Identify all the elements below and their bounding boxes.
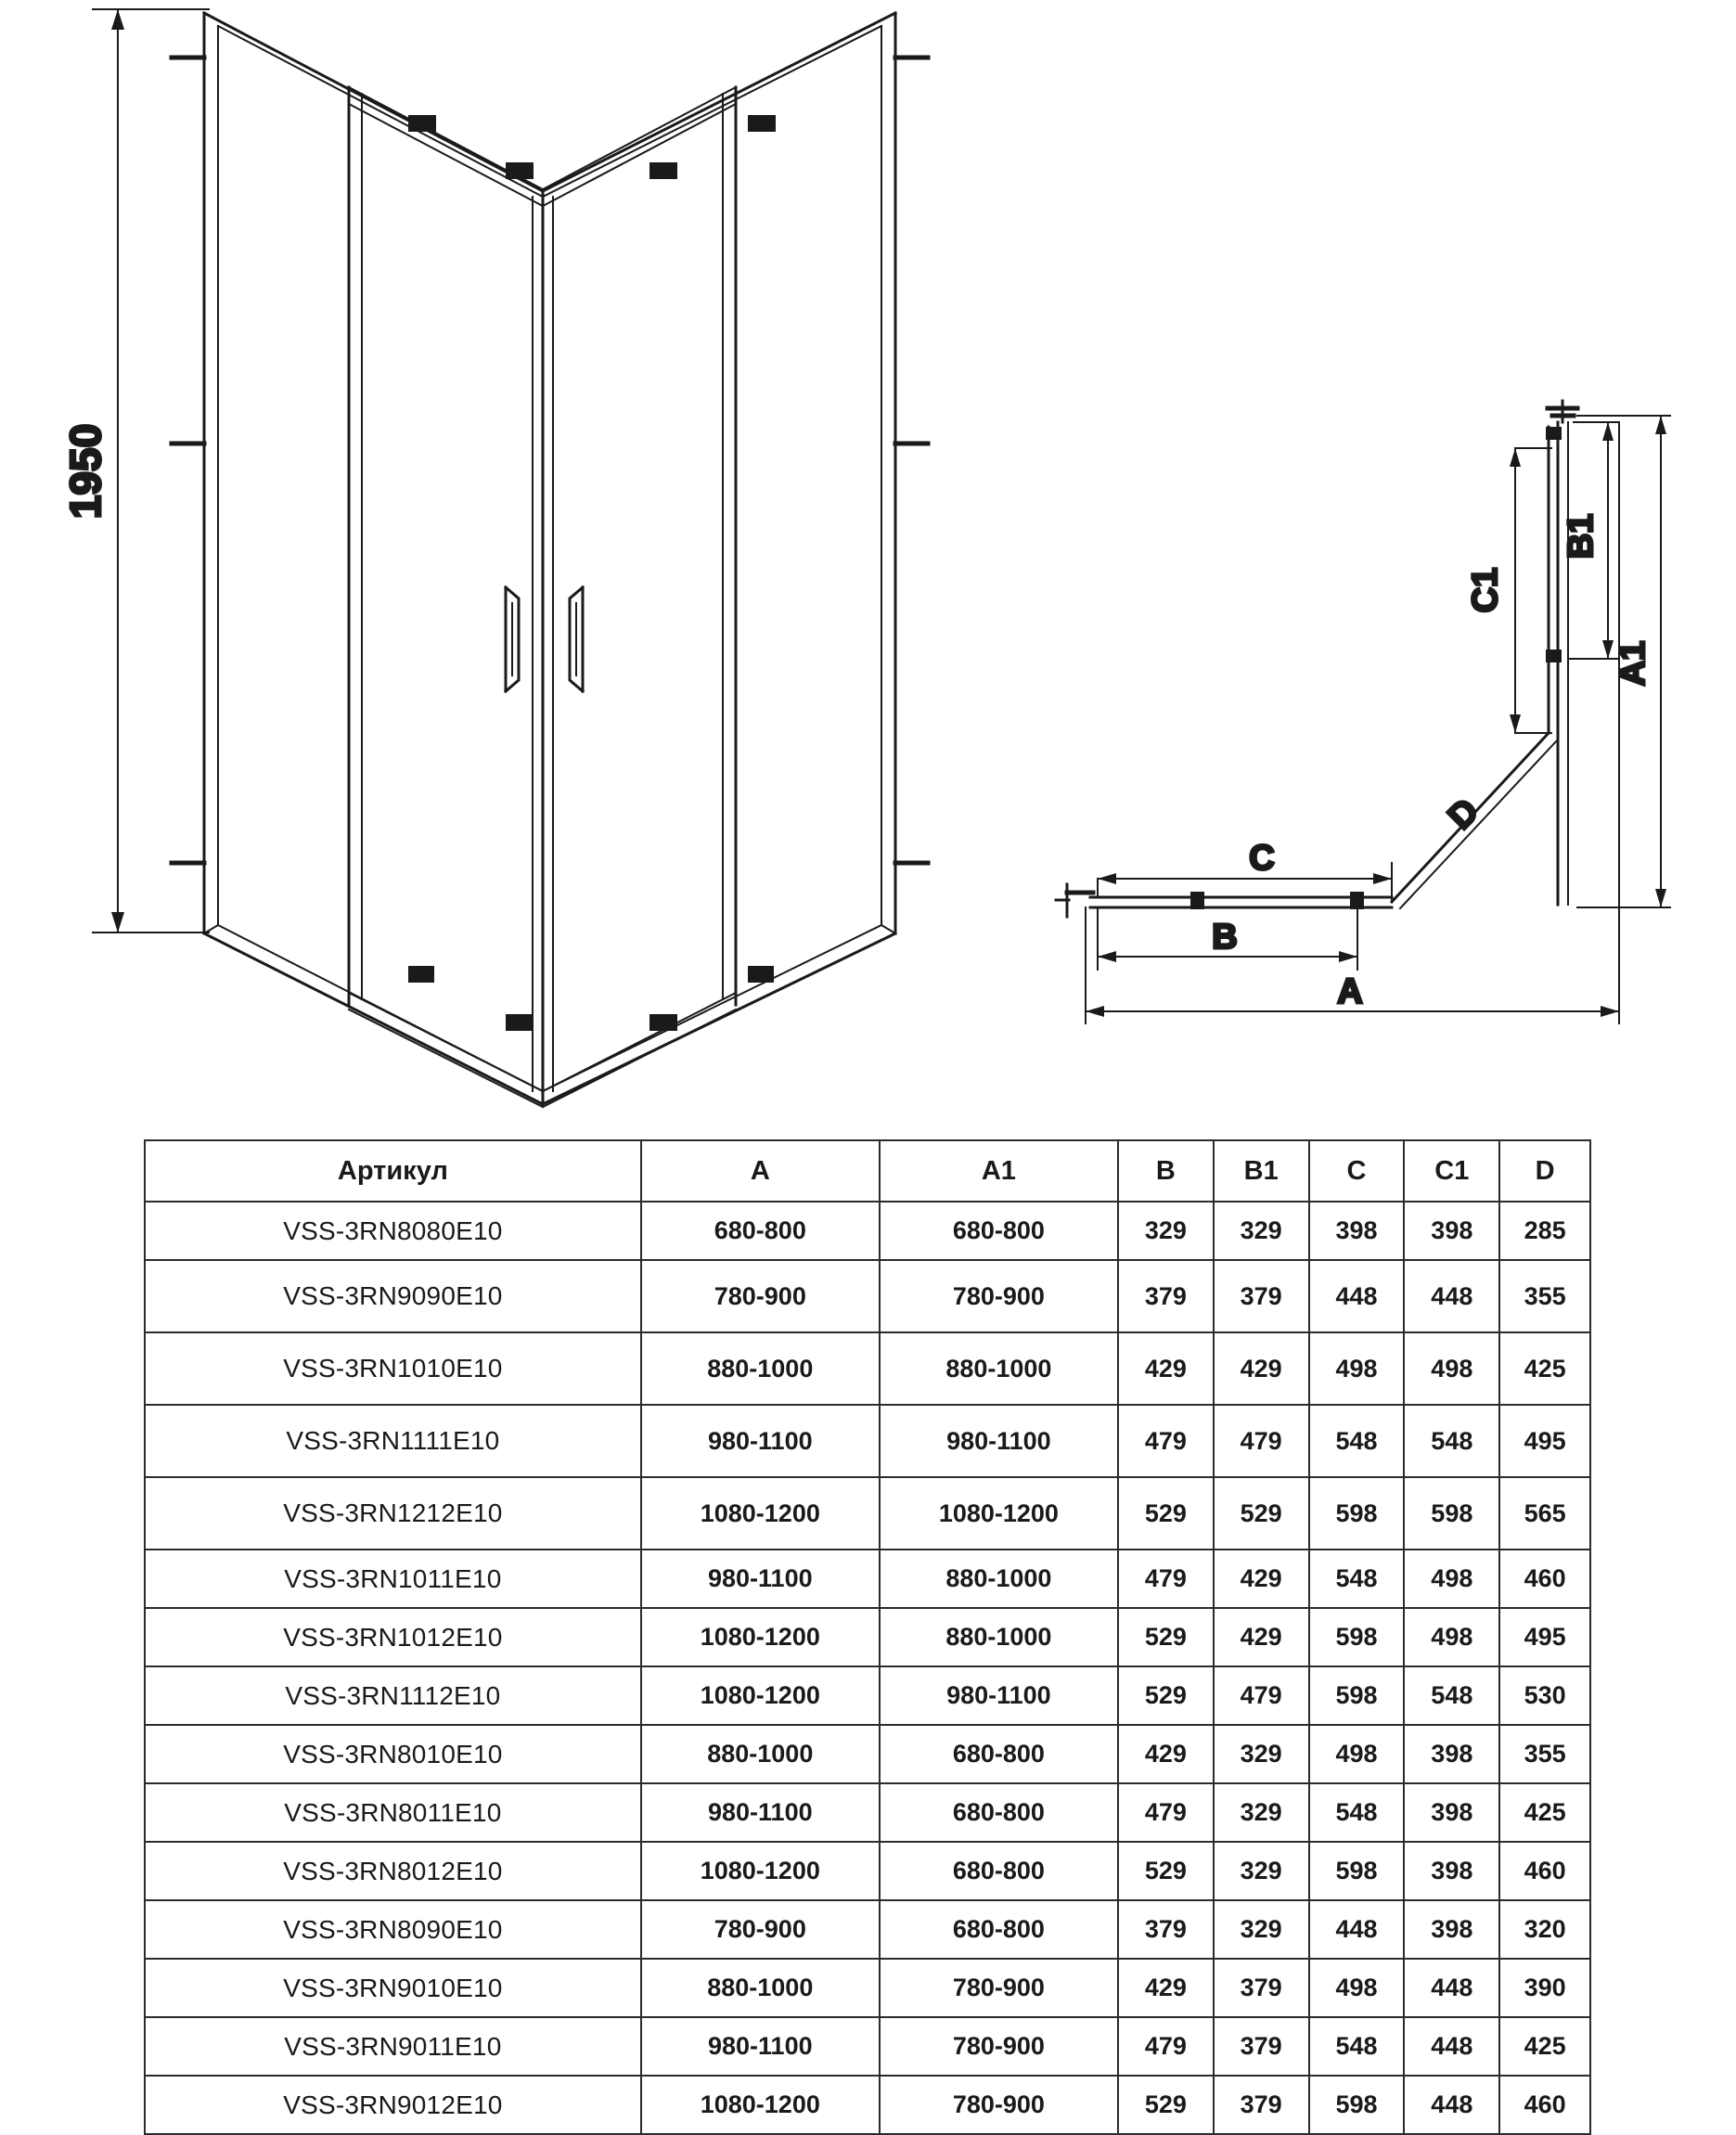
cell-a1: 680-800 (880, 1202, 1118, 1260)
cell-a1: 980-1100 (880, 1405, 1118, 1477)
dim-C (1098, 863, 1392, 900)
cell-c1: 448 (1404, 2017, 1499, 2076)
cell-a1: 980-1100 (880, 1666, 1118, 1725)
cell-a1: 780-900 (880, 1260, 1118, 1332)
cell-b: 529 (1118, 1842, 1214, 1900)
cell-c1: 448 (1404, 2076, 1499, 2134)
cell-d: 425 (1499, 2017, 1590, 2076)
col-header-b: B (1118, 1140, 1214, 1202)
table-row (145, 2076, 1590, 2134)
cell-c1: 498 (1404, 1608, 1499, 1666)
cell-d: 390 (1499, 1959, 1590, 2017)
cell-d: 425 (1499, 1332, 1590, 1405)
cell-a: 880-1000 (641, 1725, 880, 1783)
cell-a: 1080-1200 (641, 1477, 880, 1550)
cell-a1: 680-800 (880, 1900, 1118, 1959)
cell-b1: 429 (1214, 1608, 1309, 1666)
cell-d: 495 (1499, 1405, 1590, 1477)
cell-a: 780-900 (641, 1260, 880, 1332)
cell-a: 1080-1200 (641, 1608, 880, 1666)
cell-article: VSS-3RN9090E10 (145, 1260, 641, 1332)
cell-a: 980-1100 (641, 2017, 880, 2076)
cell-b: 479 (1118, 1405, 1214, 1477)
table-row (145, 1959, 1590, 2017)
handle-left (506, 587, 519, 691)
col-header-c1: C1 (1404, 1140, 1499, 1202)
label-B1: B1 (1562, 513, 1601, 559)
cell-a: 1080-1200 (641, 2076, 880, 2134)
cell-a: 1080-1200 (641, 1842, 880, 1900)
cell-c: 448 (1309, 1900, 1405, 1959)
cell-b: 429 (1118, 1959, 1214, 2017)
cell-article: VSS-3RN1112E10 (145, 1666, 641, 1725)
table-row (145, 1332, 1590, 1405)
cell-article: VSS-3RN1012E10 (145, 1608, 641, 1666)
cell-b1: 479 (1214, 1405, 1309, 1477)
cell-article: VSS-3RN1010E10 (145, 1332, 641, 1405)
col-header-b1: B1 (1214, 1140, 1309, 1202)
cell-c: 598 (1309, 1608, 1405, 1666)
table-header-row (145, 1140, 1590, 1202)
cell-a: 980-1100 (641, 1550, 880, 1608)
plan-view (1056, 401, 1670, 1023)
cell-article: VSS-3RN8090E10 (145, 1900, 641, 1959)
cell-c: 448 (1309, 1260, 1405, 1332)
cell-b1: 329 (1214, 1900, 1309, 1959)
cell-a: 1080-1200 (641, 1666, 880, 1725)
handle-right (570, 587, 583, 691)
cell-d: 355 (1499, 1725, 1590, 1783)
cell-a: 880-1000 (641, 1332, 880, 1405)
label-C: C (1249, 839, 1275, 878)
front-view (61, 9, 928, 1107)
cell-b1: 479 (1214, 1666, 1309, 1725)
cell-b: 379 (1118, 1900, 1214, 1959)
cell-c1: 548 (1404, 1405, 1499, 1477)
cell-c: 598 (1309, 1666, 1405, 1725)
cell-a: 680-800 (641, 1202, 880, 1260)
cell-article: VSS-3RN9012E10 (145, 2076, 641, 2134)
cell-a1: 680-800 (880, 1842, 1118, 1900)
table-row (145, 1725, 1590, 1783)
cell-article: VSS-3RN1011E10 (145, 1550, 641, 1608)
cell-b: 479 (1118, 2017, 1214, 2076)
cell-d: 425 (1499, 1783, 1590, 1842)
cell-c: 548 (1309, 1783, 1405, 1842)
cell-b1: 329 (1214, 1783, 1309, 1842)
cell-c1: 498 (1404, 1550, 1499, 1608)
cell-a1: 780-900 (880, 2017, 1118, 2076)
cell-b1: 379 (1214, 1260, 1309, 1332)
cell-a1: 780-900 (880, 1959, 1118, 2017)
cell-a: 980-1100 (641, 1783, 880, 1842)
table-row (145, 1550, 1590, 1608)
cell-c: 598 (1309, 1842, 1405, 1900)
cell-c: 498 (1309, 1725, 1405, 1783)
cell-c1: 448 (1404, 1959, 1499, 2017)
cell-b: 479 (1118, 1783, 1214, 1842)
height-dimension (93, 9, 209, 932)
cell-article: VSS-3RN1212E10 (145, 1477, 641, 1550)
cell-a1: 1080-1200 (880, 1477, 1118, 1550)
cell-article: VSS-3RN8012E10 (145, 1842, 641, 1900)
cell-c1: 498 (1404, 1332, 1499, 1405)
cell-b: 429 (1118, 1332, 1214, 1405)
cell-b: 529 (1118, 1608, 1214, 1666)
cell-c: 498 (1309, 1332, 1405, 1405)
cell-d: 530 (1499, 1666, 1590, 1725)
col-header-a: A (641, 1140, 880, 1202)
label-A: A (1337, 972, 1363, 1011)
cell-b1: 529 (1214, 1477, 1309, 1550)
cell-d: 565 (1499, 1477, 1590, 1550)
cell-b: 529 (1118, 2076, 1214, 2134)
table-row (145, 1405, 1590, 1477)
cell-c1: 548 (1404, 1666, 1499, 1725)
table-row (145, 1900, 1590, 1959)
cell-d: 495 (1499, 1608, 1590, 1666)
cell-b1: 329 (1214, 1202, 1309, 1260)
cell-a: 980-1100 (641, 1405, 880, 1477)
cell-c: 398 (1309, 1202, 1405, 1260)
cell-b: 529 (1118, 1477, 1214, 1550)
specification-table-wrapper (144, 1139, 1591, 2135)
cell-b: 329 (1118, 1202, 1214, 1260)
cell-a: 780-900 (641, 1900, 880, 1959)
cell-d: 460 (1499, 2076, 1590, 2134)
label-B: B (1212, 918, 1238, 957)
cell-b: 379 (1118, 1260, 1214, 1332)
cell-c1: 598 (1404, 1477, 1499, 1550)
cell-article: VSS-3RN9011E10 (145, 2017, 641, 2076)
label-C1: C1 (1466, 567, 1505, 613)
cell-c: 548 (1309, 1405, 1405, 1477)
cell-b1: 429 (1214, 1332, 1309, 1405)
cell-a1: 880-1000 (880, 1608, 1118, 1666)
cell-c1: 398 (1404, 1725, 1499, 1783)
cell-a1: 780-900 (880, 2076, 1118, 2134)
col-header-a1: A1 (880, 1140, 1118, 1202)
cell-d: 285 (1499, 1202, 1590, 1260)
cell-c: 598 (1309, 1477, 1405, 1550)
cell-c: 548 (1309, 2017, 1405, 2076)
table-row (145, 1260, 1590, 1332)
cell-b: 479 (1118, 1550, 1214, 1608)
cell-c: 548 (1309, 1550, 1405, 1608)
cell-a1: 880-1000 (880, 1550, 1118, 1608)
cell-c1: 398 (1404, 1202, 1499, 1260)
label-D: D (1440, 791, 1487, 838)
cell-c1: 448 (1404, 1260, 1499, 1332)
table-row (145, 1608, 1590, 1666)
cell-b1: 429 (1214, 1550, 1309, 1608)
cell-article: VSS-3RN9010E10 (145, 1959, 641, 2017)
cell-article: VSS-3RN8010E10 (145, 1725, 641, 1783)
cell-d: 355 (1499, 1260, 1590, 1332)
cell-article: VSS-3RN1111E10 (145, 1405, 641, 1477)
specification-table (144, 1139, 1591, 2135)
dim-C1 (1510, 448, 1551, 733)
table-row (145, 1202, 1590, 1260)
table-row (145, 1666, 1590, 1725)
cell-a1: 680-800 (880, 1783, 1118, 1842)
cell-b1: 379 (1214, 2017, 1309, 2076)
cell-b1: 329 (1214, 1842, 1309, 1900)
cell-a1: 680-800 (880, 1725, 1118, 1783)
cell-c1: 398 (1404, 1900, 1499, 1959)
cell-article: VSS-3RN8011E10 (145, 1783, 641, 1842)
label-A1: A1 (1614, 640, 1652, 687)
cell-a: 880-1000 (641, 1959, 880, 2017)
table-row (145, 1783, 1590, 1842)
table-row (145, 1477, 1590, 1550)
cell-d: 460 (1499, 1550, 1590, 1608)
cell-d: 320 (1499, 1900, 1590, 1959)
cell-article: VSS-3RN8080E10 (145, 1202, 641, 1260)
cell-b1: 379 (1214, 2076, 1309, 2134)
height-label: 1950 (61, 423, 109, 520)
cell-c1: 398 (1404, 1783, 1499, 1842)
cell-b1: 379 (1214, 1959, 1309, 2017)
col-header-c: C (1309, 1140, 1405, 1202)
table-row (145, 1842, 1590, 1900)
table-row (145, 2017, 1590, 2076)
cell-b1: 329 (1214, 1725, 1309, 1783)
cell-a1: 880-1000 (880, 1332, 1118, 1405)
col-header-article: Артикул (145, 1140, 641, 1202)
col-header-d: D (1499, 1140, 1590, 1202)
cell-d: 460 (1499, 1842, 1590, 1900)
cell-c: 598 (1309, 2076, 1405, 2134)
cell-b: 529 (1118, 1666, 1214, 1725)
cell-b: 429 (1118, 1725, 1214, 1783)
cell-c1: 398 (1404, 1842, 1499, 1900)
cell-c: 498 (1309, 1959, 1405, 2017)
